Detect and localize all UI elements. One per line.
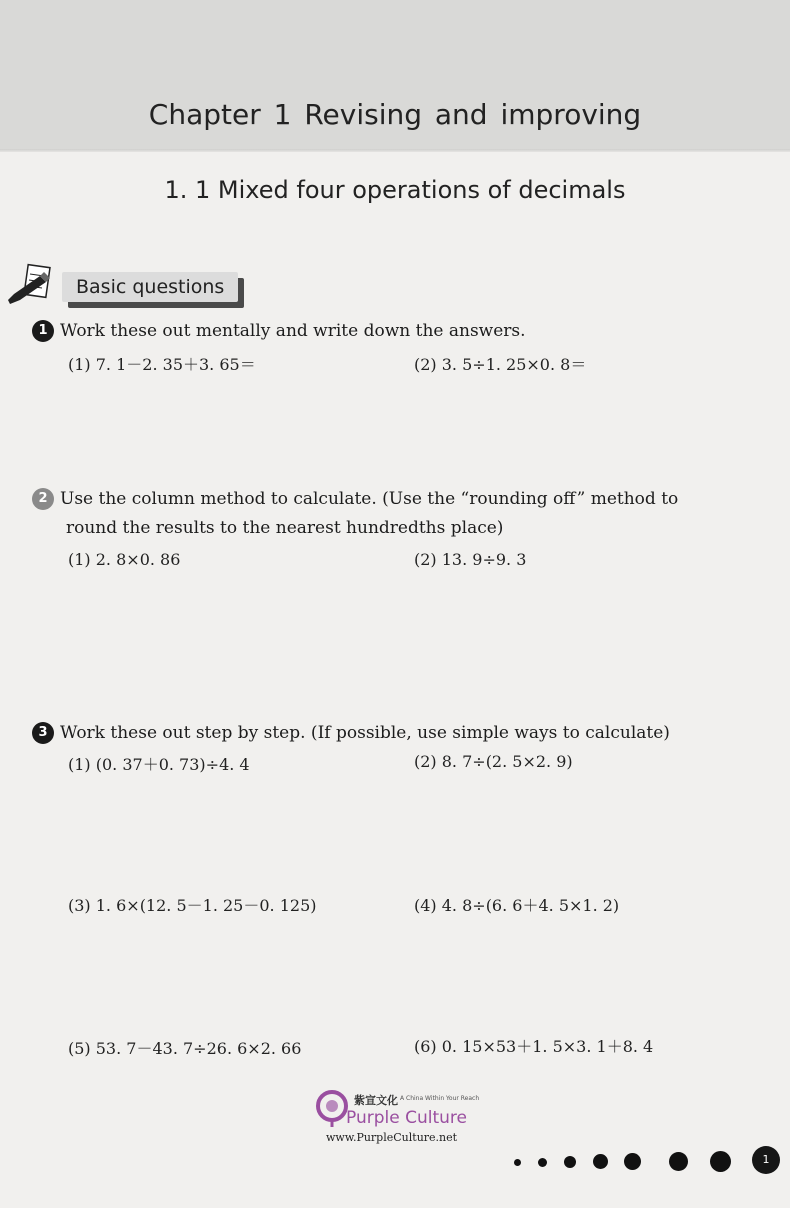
question-3-number: 3 (32, 722, 54, 744)
footer-dot (710, 1151, 731, 1172)
question-2-instruction: Use the column method to calculate. (Use the “rounding off” method to (60, 489, 679, 509)
footer-dot (564, 1156, 576, 1168)
question-2-item-2: (2) 13. 9÷9. 3 (414, 550, 527, 569)
footer-dot (669, 1152, 688, 1171)
chapter-title: Chapter 1 Revising and improving (148, 98, 642, 131)
question-1-number: 1 (32, 320, 54, 342)
question-2-number: 2 (32, 488, 54, 510)
brand-chinese: 紫宣文化 (354, 1094, 398, 1107)
brand-tagline: A China Within Your Reach (400, 1095, 480, 1102)
brand-url: www.PurpleCulture.net (326, 1131, 458, 1144)
question-3-item-4: (4) 4. 8÷(6. 6＋4. 5×1. 2) (414, 896, 620, 915)
footer-dot (514, 1159, 521, 1166)
question-3-item-5: (5) 53. 7－43. 7÷26. 6×2. 66 (68, 1039, 302, 1058)
question-3-item-3: (3) 1. 6×(12. 5－1. 25－0. 125) (68, 896, 317, 915)
question-1-instruction: Work these out mentally and write down the answers. (60, 321, 526, 341)
question-1-item-1: (1) 7. 1－2. 35＋3. 65＝ (68, 355, 256, 374)
page-number: 1 (752, 1146, 780, 1174)
brand-name: Purple Culture (346, 1108, 467, 1128)
pencil-ruler-icon (6, 262, 56, 308)
basic-questions-label: Basic questions (62, 272, 238, 302)
footer-dot (624, 1153, 641, 1170)
question-3-item-6: (6) 0. 15×53＋1. 5×3. 1＋8. 4 (414, 1037, 654, 1056)
question-1-item-2: (2) 3. 5÷1. 25×0. 8＝ (414, 355, 587, 374)
question-3-item-1: (1) (0. 37＋0. 73)÷4. 4 (68, 755, 250, 774)
section-title: 1. 1 Mixed four operations of decimals (164, 176, 626, 204)
question-3-heading (32, 722, 670, 744)
footer-dot (538, 1158, 547, 1167)
purple-culture-logo-icon (316, 1090, 348, 1128)
footer-dot (593, 1154, 608, 1169)
question-1-heading (32, 320, 526, 342)
question-2-item-1: (1) 2. 8×0. 86 (68, 550, 181, 569)
question-2-heading (32, 488, 678, 510)
question-2-instruction-continued: round the results to the nearest hundredths place) (66, 518, 504, 538)
question-3-instruction: Work these out step by step. (If possible, use simple ways to calculate) (60, 723, 670, 743)
purple-culture-watermark (316, 1090, 486, 1150)
question-3-item-2: (2) 8. 7÷(2. 5×2. 9) (414, 752, 573, 771)
